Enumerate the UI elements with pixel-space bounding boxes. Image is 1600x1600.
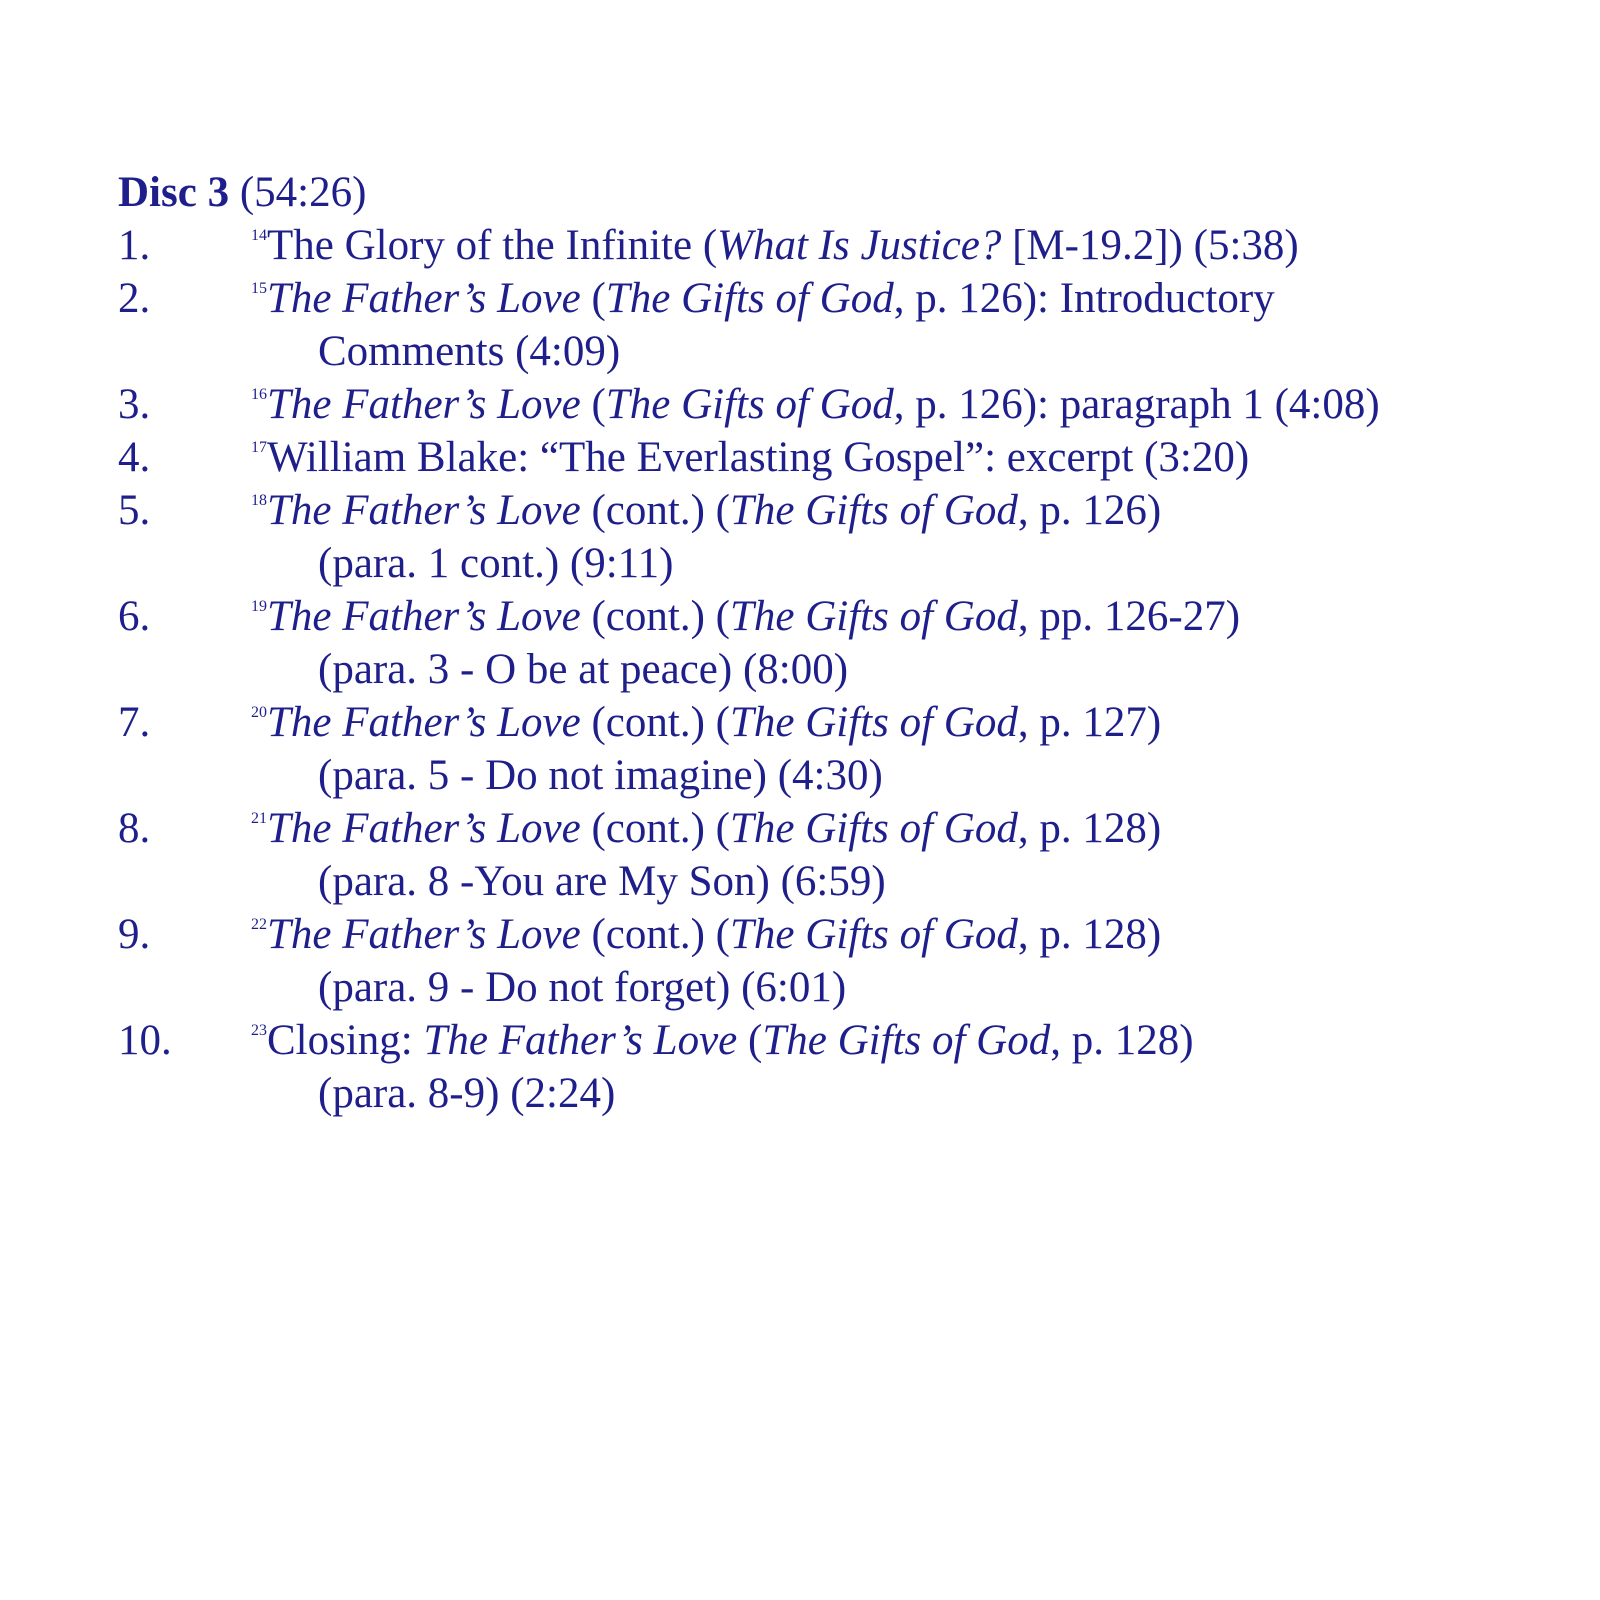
track-continuation: (para. 9 - Do not forget) (6:01) bbox=[318, 964, 847, 1011]
italic-title-text: The Gifts of God bbox=[729, 487, 1018, 534]
title-text: , p. 127) bbox=[1017, 699, 1162, 746]
track-number: 5. bbox=[118, 487, 151, 534]
track-number: 4. bbox=[118, 434, 151, 481]
track-number: 2. bbox=[118, 275, 151, 322]
italic-title-text: The Gifts of God bbox=[605, 275, 894, 322]
track-number: 1. bbox=[118, 222, 151, 269]
italic-title-text: The Father’s Love bbox=[423, 1017, 738, 1064]
title-text: , p. 126): paragraph 1 (4:08) bbox=[893, 381, 1380, 428]
track-item bbox=[118, 219, 1558, 272]
italic-title-text: What Is Justice? bbox=[717, 222, 1002, 269]
title-text: , p. 126) bbox=[1017, 487, 1162, 534]
italic-title-text: The Father’s Love bbox=[267, 381, 581, 428]
title-text: (cont.) ( bbox=[580, 911, 730, 958]
track-number: 8. bbox=[118, 805, 151, 852]
disc-duration: (54:26) bbox=[239, 169, 367, 216]
track-item bbox=[118, 696, 1558, 802]
footnote-number: 23 bbox=[251, 1022, 267, 1039]
track-continuation: Comments (4:09) bbox=[318, 328, 621, 375]
track-title bbox=[251, 378, 1558, 431]
title-text: ( bbox=[737, 1017, 763, 1064]
track-item bbox=[118, 1014, 1558, 1120]
title-text: William Blake: “The Everlasting Gospel”: excerpt (3:20) bbox=[267, 434, 1250, 481]
track-item bbox=[118, 590, 1558, 696]
footnote-number: 20 bbox=[251, 704, 267, 721]
italic-title-text: The Father’s Love bbox=[267, 487, 581, 534]
footnote-number: 21 bbox=[251, 810, 267, 827]
track-title bbox=[251, 484, 1558, 537]
track-item bbox=[118, 378, 1558, 431]
italic-title-text: The Gifts of God bbox=[729, 805, 1018, 852]
italic-title-text: The Father’s Love bbox=[267, 911, 581, 958]
track-number: 6. bbox=[118, 593, 151, 640]
italic-title-text: The Father’s Love bbox=[267, 275, 581, 322]
italic-title-text: The Father’s Love bbox=[267, 699, 581, 746]
title-text: ( bbox=[580, 381, 606, 428]
title-text: , p. 128) bbox=[1050, 1017, 1194, 1064]
track-title bbox=[251, 431, 1558, 484]
footnote-number: 19 bbox=[251, 598, 267, 615]
track-continuation: (para. 8 -You are My Son) (6:59) bbox=[318, 858, 886, 905]
track-continuation: (para. 1 cont.) (9:11) bbox=[318, 540, 674, 587]
title-text: , p. 126): Introductory bbox=[893, 275, 1275, 322]
footnote-number: 15 bbox=[251, 280, 267, 297]
track-number: 3. bbox=[118, 381, 151, 428]
footnote-number: 17 bbox=[251, 439, 267, 456]
title-text: , p. 128) bbox=[1017, 911, 1162, 958]
track-title bbox=[251, 590, 1558, 643]
footnote-number: 14 bbox=[251, 227, 267, 244]
title-text: The Glory of the Infinite ( bbox=[267, 222, 718, 269]
track-title bbox=[251, 1014, 1558, 1067]
italic-title-text: The Gifts of God bbox=[729, 911, 1018, 958]
track-number: 10. bbox=[118, 1017, 172, 1064]
track-list bbox=[118, 219, 1558, 1120]
track-continuation: (para. 5 - Do not imagine) (4:30) bbox=[318, 752, 883, 799]
track-number: 9. bbox=[118, 911, 151, 958]
italic-title-text: The Father’s Love bbox=[267, 593, 581, 640]
track-item bbox=[118, 484, 1558, 590]
italic-title-text: The Gifts of God bbox=[729, 699, 1018, 746]
track-item bbox=[118, 272, 1558, 378]
title-text: [M-19.2]) (5:38) bbox=[1001, 222, 1299, 269]
italic-title-text: The Gifts of God bbox=[605, 381, 894, 428]
track-title bbox=[251, 908, 1558, 961]
italic-title-text: The Father’s Love bbox=[267, 805, 581, 852]
title-text: (cont.) ( bbox=[580, 487, 730, 534]
title-text: , pp. 126-27) bbox=[1017, 593, 1241, 640]
track-continuation: (para. 3 - O be at peace) (8:00) bbox=[318, 646, 849, 693]
track-continuation: (para. 8-9) (2:24) bbox=[318, 1070, 616, 1117]
track-title bbox=[251, 272, 1558, 325]
disc-heading bbox=[118, 166, 1558, 219]
disc-label: Disc 3 bbox=[118, 169, 230, 216]
track-item bbox=[118, 802, 1558, 908]
track-number: 7. bbox=[118, 699, 151, 746]
track-item bbox=[118, 908, 1558, 1014]
title-text: (cont.) ( bbox=[580, 593, 730, 640]
track-title bbox=[251, 219, 1558, 272]
track-title bbox=[251, 696, 1558, 749]
track-item bbox=[118, 431, 1558, 484]
italic-title-text: The Gifts of God bbox=[762, 1017, 1051, 1064]
title-text: , p. 128) bbox=[1017, 805, 1162, 852]
track-listing bbox=[118, 166, 1558, 1120]
title-text: (cont.) ( bbox=[580, 699, 730, 746]
footnote-number: 22 bbox=[251, 916, 267, 933]
title-text: (cont.) ( bbox=[580, 805, 730, 852]
title-text: Closing: bbox=[267, 1017, 424, 1064]
italic-title-text: The Gifts of God bbox=[729, 593, 1018, 640]
track-title bbox=[251, 802, 1558, 855]
title-text: ( bbox=[580, 275, 606, 322]
footnote-number: 16 bbox=[251, 386, 267, 403]
footnote-number: 18 bbox=[251, 492, 267, 509]
